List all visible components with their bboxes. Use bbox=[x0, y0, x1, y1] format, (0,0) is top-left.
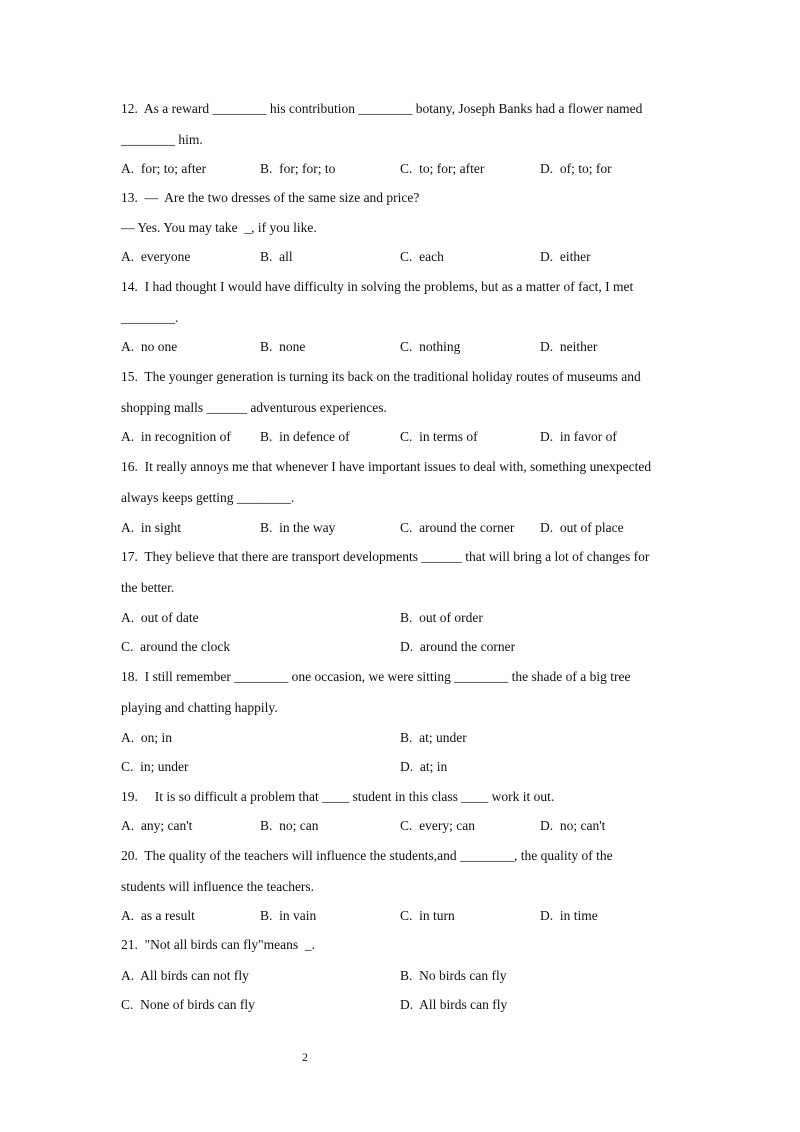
question-20-option-b: B. in vain bbox=[260, 908, 317, 923]
question-18-option-c: C. in; under bbox=[121, 759, 189, 774]
question-12-line-2: ________ him. bbox=[121, 132, 203, 147]
question-17-option-a: A. out of date bbox=[121, 610, 199, 625]
question-18-option-a: A. on; in bbox=[121, 730, 173, 745]
question-17-option-d: D. around the corner bbox=[400, 639, 516, 654]
question-18-option-d: D. at; in bbox=[400, 759, 448, 774]
question-13-line-2: — Yes. You may take _, if you like. bbox=[121, 220, 317, 235]
question-19-option-d: D. no; can't bbox=[540, 818, 606, 833]
question-12-option-c: C. to; for; after bbox=[400, 161, 485, 176]
question-20-line-2: students will influence the teachers. bbox=[121, 879, 315, 894]
question-16-option-a: A. in sight bbox=[121, 520, 182, 535]
question-21-option-a: A. All birds can not fly bbox=[121, 968, 249, 983]
question-20-line-1: 20. The quality of the teachers will influence the students,and ________, the quality of the bbox=[121, 848, 613, 863]
question-17-option-b: B. out of order bbox=[400, 610, 483, 625]
question-15-option-a: A. in recognition of bbox=[121, 429, 231, 444]
question-20-option-d: D. in time bbox=[540, 908, 598, 923]
question-12-option-d: D. of; to; for bbox=[540, 161, 612, 176]
question-15-option-c: C. in terms of bbox=[400, 429, 478, 444]
question-12-line-1: 12. As a reward ________ his contribution ________ botany, Joseph Banks had a flower named bbox=[121, 101, 643, 116]
question-18-line-1: 18. I still remember ________ one occasion, we were sitting ________ the shade of a big tree bbox=[121, 669, 631, 684]
question-16-line-1: 16. It really annoys me that whenever I have important issues to deal with, something unexpected bbox=[121, 459, 652, 474]
question-19-option-c: C. every; can bbox=[400, 818, 475, 833]
question-18-line-2: playing and chatting happily. bbox=[121, 700, 278, 715]
question-21-line-1: 21. "Not all birds can fly"means _. bbox=[121, 937, 315, 952]
question-20-option-a: A. as a result bbox=[121, 908, 195, 923]
question-15-line-1: 15. The younger generation is turning its back on the traditional holiday routes of museums and bbox=[121, 369, 641, 384]
question-16-option-d: D. out of place bbox=[540, 520, 624, 535]
question-17-line-2: the better. bbox=[121, 580, 175, 595]
question-13-option-b: B. all bbox=[260, 249, 293, 264]
question-15-line-2: shopping malls ______ adventurous experiences. bbox=[121, 400, 387, 415]
question-21-option-b: B. No birds can fly bbox=[400, 968, 507, 983]
question-15-option-d: D. in favor of bbox=[540, 429, 617, 444]
question-21-option-d: D. All birds can fly bbox=[400, 997, 508, 1012]
question-13-option-a: A. everyone bbox=[121, 249, 191, 264]
question-16-option-c: C. around the corner bbox=[400, 520, 515, 535]
question-14-option-b: B. none bbox=[260, 339, 306, 354]
question-16-option-b: B. in the way bbox=[260, 520, 336, 535]
question-12-option-b: B. for; for; to bbox=[260, 161, 336, 176]
question-21-option-c: C. None of birds can fly bbox=[121, 997, 255, 1012]
page-number: 2 bbox=[302, 1050, 308, 1064]
question-17-line-1: 17. They believe that there are transport developments ______ that will bring a lot of changes for bbox=[121, 549, 650, 564]
question-12-option-a: A. for; to; after bbox=[121, 161, 207, 176]
question-14-line-1: 14. I had thought I would have difficulty in solving the problems, but as a matter of fact, I met bbox=[121, 279, 634, 294]
question-14-line-2: ________. bbox=[121, 310, 179, 325]
question-13-option-d: D. either bbox=[540, 249, 591, 264]
question-15-option-b: B. in defence of bbox=[260, 429, 350, 444]
question-19-option-b: B. no; can bbox=[260, 818, 319, 833]
question-19-line-1: 19. It is so difficult a problem that ____ student in this class ____ work it out. bbox=[121, 789, 555, 804]
question-19-option-a: A. any; can't bbox=[121, 818, 193, 833]
question-16-line-2: always keeps getting ________. bbox=[121, 490, 295, 505]
question-13-line-1: 13. — Are the two dresses of the same size and price? bbox=[121, 190, 420, 205]
question-14-option-d: D. neither bbox=[540, 339, 598, 354]
question-20-option-c: C. in turn bbox=[400, 908, 455, 923]
question-13-option-c: C. each bbox=[400, 249, 444, 264]
question-18-option-b: B. at; under bbox=[400, 730, 467, 745]
question-14-option-c: C. nothing bbox=[400, 339, 461, 354]
question-17-option-c: C. around the clock bbox=[121, 639, 231, 654]
question-14-option-a: A. no one bbox=[121, 339, 178, 354]
